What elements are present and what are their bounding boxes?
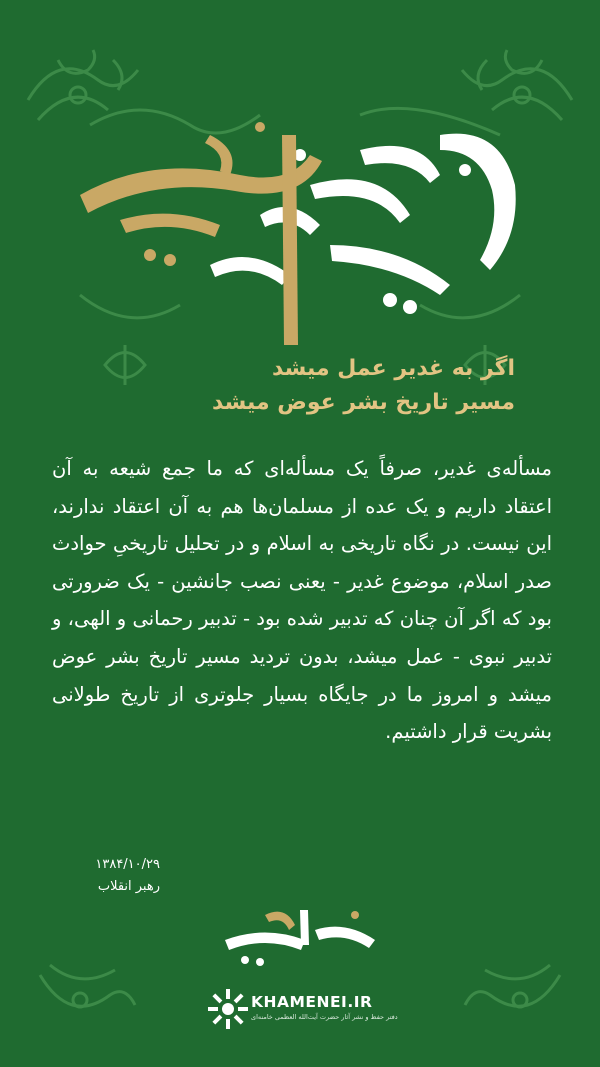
- quote-date: ۱۳۸۴/۱۰/۲۹: [95, 857, 160, 872]
- headline: [75, 352, 515, 420]
- site-name: KHAMENEI.IR: [251, 993, 373, 1011]
- khamenei-emblem-icon: [206, 987, 250, 1031]
- floral-ornament-bottom-right: [460, 955, 570, 1035]
- quote-author: رهبر انقلاب: [97, 879, 160, 894]
- eid-ghadir-logo-art: [205, 900, 395, 970]
- floral-ornament-bottom-left: [30, 955, 140, 1035]
- title-calligraphy-art: [60, 95, 540, 345]
- title-calligraphy: [60, 95, 540, 345]
- site-subtitle: دفتر حفظ و نشر آثار حضرت آیت‌الله العظمی خامنه‌ای: [251, 1013, 398, 1021]
- eid-ghadir-logo: [205, 900, 395, 970]
- quote-body: مسأله‌ی غدیر، صرفاً یک مسأله‌ای که ما جمع شیعه به آن اعتقاد داریم و یک عده از مسلمان‌ها هم به آن اعتقاد ندارند، این نیست. در نگاه تاریخی به اسلام و در تحلیل تاریخیِ حوادث صدر اسلام، موضوع غدیر - یعنی نصب جانشین - یک ضرورتی بود که اگر آن چنان که تدبیر شده بود - تدبیر رحمانی و الهی، و تدبیر نبوی - عمل میشد، بدون تردید مسیر تاریخ بشر عوض میشد و امروز ما در جایگاه بسیار جلوتری از تاریخ طولانی بشریت قرار داشتیم.: [52, 457, 552, 744]
- headline-line-1: اگر به غدیر عمل میشد: [271, 356, 515, 381]
- headline-line-2: مسیر تاریخ بشر عوض میشد: [211, 390, 515, 415]
